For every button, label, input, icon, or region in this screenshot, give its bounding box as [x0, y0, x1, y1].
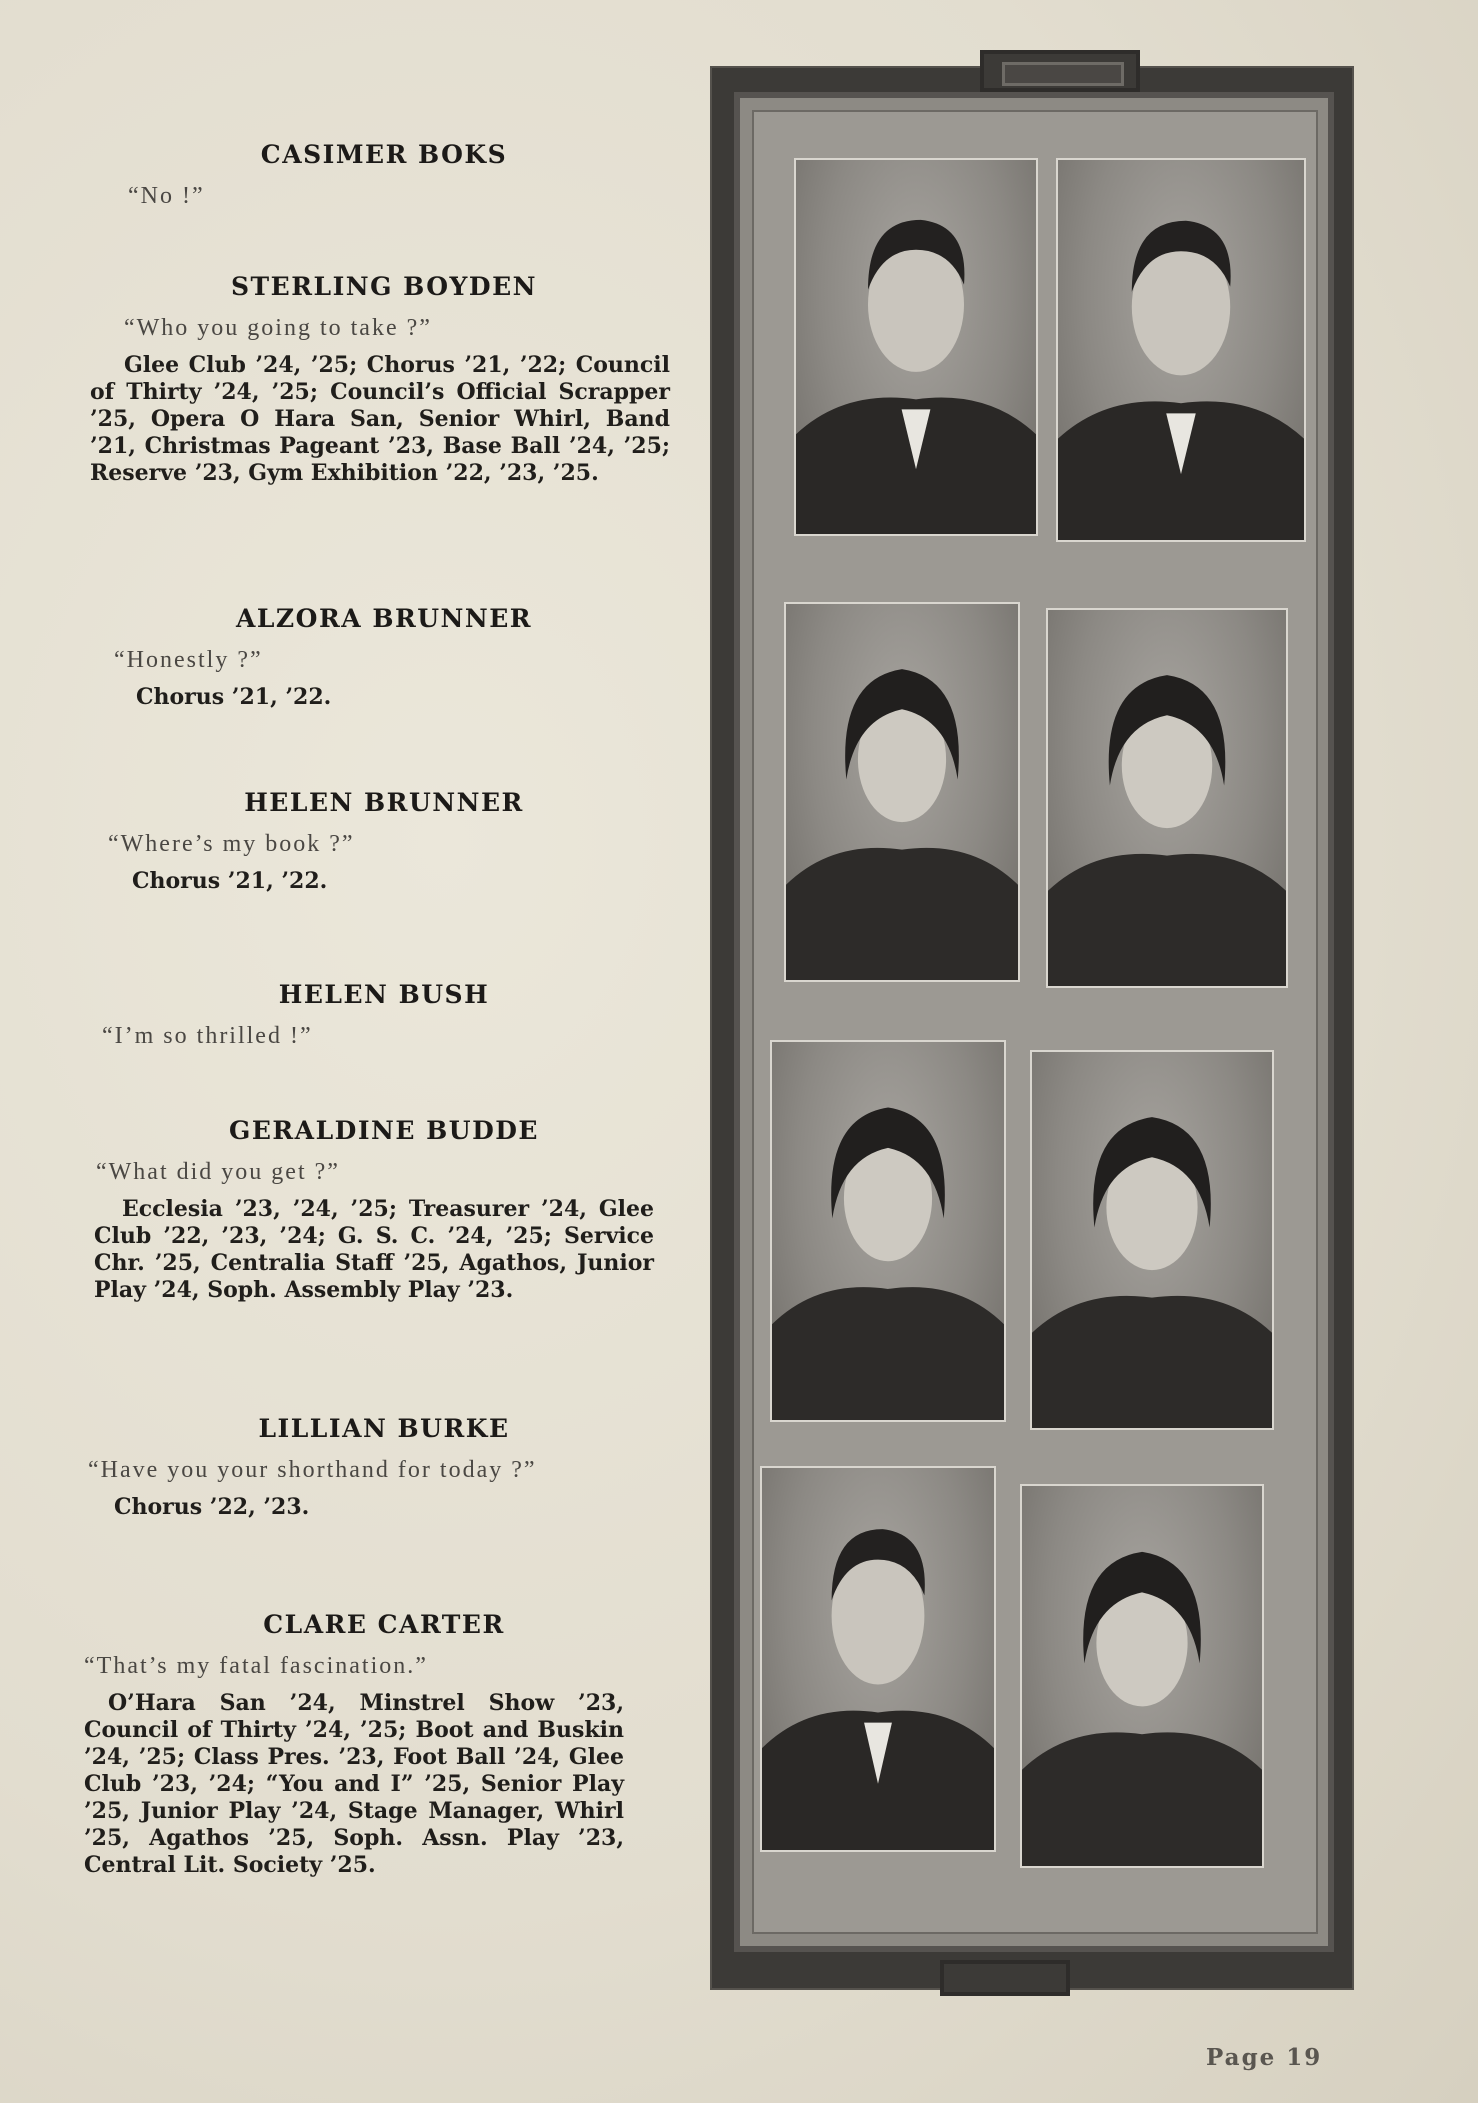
entry-activities: Chorus ’21, ’22.	[132, 868, 328, 894]
entry-name: ALZORA BRUNNER	[235, 604, 533, 633]
portrait-photo-1	[794, 158, 1038, 536]
entry-helen-bush	[84, 980, 684, 1050]
frame-ornament-bottom	[940, 1960, 1070, 1996]
entry-alzora-brunner	[84, 604, 684, 711]
entry-quote: “I’m so thrilled !”	[102, 1023, 313, 1049]
entry-name: CLARE CARTER	[263, 1610, 505, 1639]
entry-quote: “Who you going to take ?”	[124, 315, 432, 341]
portrait-photo-5	[770, 1040, 1006, 1422]
portrait-photo-6	[1030, 1050, 1274, 1430]
portrait-photo-2	[1056, 158, 1306, 542]
entry-name: HELEN BUSH	[278, 980, 490, 1009]
portrait-photo-4	[1046, 608, 1288, 988]
entry-sterling-boyden	[84, 272, 684, 487]
entry-name: LILLIAN BURKE	[258, 1414, 510, 1443]
entry-activities: Chorus ’21, ’22.	[136, 684, 332, 710]
entry-quote: “No !”	[128, 183, 205, 209]
entry-quote: “Honestly ?”	[114, 647, 263, 673]
entry-helen-brunner	[84, 788, 684, 895]
entry-geraldine-budde	[84, 1116, 684, 1304]
page-number: Page 19	[1206, 2044, 1323, 2071]
portrait-photo-7	[760, 1466, 996, 1852]
entry-name: HELEN BRUNNER	[244, 788, 524, 817]
portrait-photo-8	[1020, 1484, 1264, 1868]
entry-lillian-burke	[84, 1414, 684, 1521]
entry-quote: “What did you get ?”	[96, 1159, 340, 1185]
entry-activities: Chorus ’22, ’23.	[114, 1494, 310, 1520]
entry-activities: Glee Club ’24, ’25; Chorus ’21, ’22; Council of Thirty ’24, ’25; Council’s Official Scrapper ’25, Opera O Hara San, Senior Whirl, Band ’21, Christmas Pageant ’23, Base Ball ’24, ’25; Reserve ’23, Gym Exhibition ’22, ’23, ’25.	[90, 352, 670, 486]
entry-name: STERLING BOYDEN	[231, 272, 537, 301]
entry-clare-carter	[84, 1610, 684, 1879]
entry-name: CASIMER BOKS	[260, 140, 508, 169]
entry-name: GERALDINE BUDDE	[229, 1116, 539, 1145]
entry-quote: “Have you your shorthand for today ?”	[88, 1457, 537, 1483]
portrait-photo-3	[784, 602, 1020, 982]
entry-quote: “Where’s my book ?”	[108, 831, 355, 857]
entry-casimer-boks	[84, 140, 684, 210]
entry-quote: “That’s my fatal fascination.”	[84, 1653, 428, 1679]
entry-activities: O’Hara San ’24, Minstrel Show ’23, Council of Thirty ’24, ’25; Boot and Buskin ’24, ’25; Class Pres. ’23, Foot Ball ’24, Glee Club ’23, ’24; “You and I” ’25, Senior Play ’25, Junior Play ’24, Stage Manager, Whirl ’25, Agathos ’25, Soph. Assn. Play ’23, Central Lit. Society ’25.	[84, 1690, 624, 1878]
entry-activities: Ecclesia ’23, ’24, ’25; Treasurer ’24, Glee Club ’22, ’23, ’24; G. S. C. ’24, ’25; Service Chr. ’25, Centralia Staff ’25, Agathos, Junior Play ’24, Soph. Assembly Play ’23.	[94, 1196, 654, 1303]
frame-ornament-top	[980, 50, 1140, 92]
